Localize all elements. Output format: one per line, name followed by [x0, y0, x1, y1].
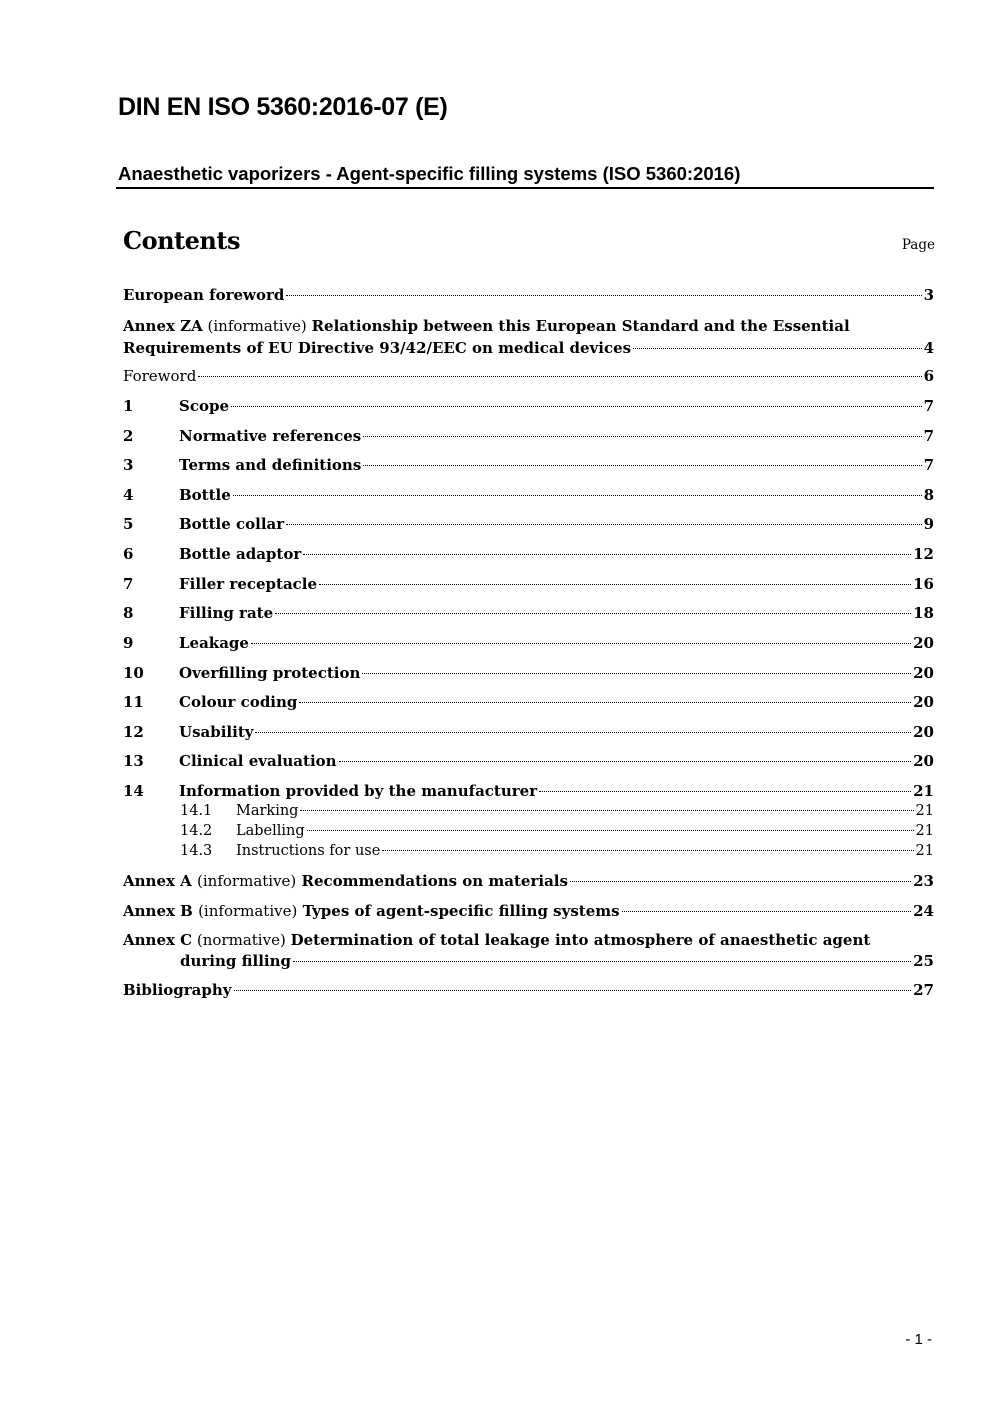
- dot-leader: [251, 643, 911, 644]
- toc-entry-annex-c-line1[interactable]: [123, 929, 870, 951]
- dot-leader: [231, 406, 922, 407]
- toc-entry-label: [123, 870, 568, 892]
- toc-entry-page: 6: [923, 367, 934, 385]
- dot-leader: [622, 911, 912, 912]
- annex-kind: (informative): [198, 902, 298, 920]
- clause-number: 11: [123, 693, 144, 711]
- toc-entry-page: 23: [913, 872, 934, 890]
- clause-page: 20: [913, 634, 934, 652]
- toc-entry-label: European foreword: [123, 286, 285, 304]
- toc-entry-clause[interactable]: [123, 543, 934, 565]
- clause-number: 5: [123, 515, 134, 533]
- toc-entry-clause[interactable]: [123, 454, 934, 476]
- toc-entry-page: 27: [913, 981, 934, 999]
- annex-title: Types of agent-specific filling systems: [302, 902, 620, 920]
- annex-title-line2: Requirements of EU Directive 93/42/EEC on medical devices: [123, 339, 632, 357]
- clause-label: Filling rate: [179, 604, 274, 622]
- clause-label: Overfilling protection: [179, 664, 361, 682]
- annex-title: Recommendations on materials: [301, 872, 568, 890]
- toc-entry-clause[interactable]: [123, 750, 934, 772]
- clause-label: Scope: [179, 397, 230, 415]
- dot-leader: [234, 990, 912, 991]
- dot-leader: [275, 613, 911, 614]
- clause-label: Usability: [179, 723, 254, 741]
- annex-prefix: Annex B: [123, 902, 193, 920]
- toc-entry-european-foreword[interactable]: [123, 284, 934, 306]
- annex-title-line1: Determination of total leakage into atmosphere of anaesthetic agent: [290, 931, 871, 949]
- dot-leader: [303, 554, 911, 555]
- annex-kind: (informative): [197, 872, 297, 890]
- toc-entry-annex-a[interactable]: [123, 870, 934, 892]
- toc-entry-clause[interactable]: [123, 602, 934, 624]
- clause-label: Colour coding: [179, 693, 298, 711]
- clause-label: Bottle collar: [179, 515, 285, 533]
- clause-number: 3: [123, 456, 134, 474]
- toc-entry-subclause[interactable]: [180, 821, 934, 841]
- clause-label: Bottle: [179, 486, 231, 504]
- clause-number: 9: [123, 634, 134, 652]
- dot-leader: [286, 295, 921, 296]
- toc-entry-subclause[interactable]: [180, 841, 934, 861]
- document-subtitle: Anaesthetic vaporizers - Agent-specific filling systems (ISO 5360:2016): [118, 163, 741, 184]
- clause-number: 14: [123, 782, 144, 800]
- toc-entry-clause[interactable]: [123, 395, 934, 417]
- toc-entry-label: [123, 900, 620, 922]
- dot-leader: [255, 732, 911, 733]
- clause-number: 4: [123, 486, 134, 504]
- clause-label: Leakage: [179, 634, 249, 652]
- clause-page: 12: [913, 545, 934, 563]
- toc-entry-clause[interactable]: [123, 632, 934, 654]
- clause-number: 10: [123, 664, 144, 682]
- subclause-page: 21: [915, 803, 934, 819]
- annex-kind: (informative): [207, 317, 307, 335]
- toc-entry-foreword[interactable]: [123, 365, 934, 387]
- page-column-label: Page: [901, 237, 935, 253]
- subclause-number: 14.3: [180, 843, 213, 859]
- dot-leader: [286, 524, 921, 525]
- toc-entry-clause[interactable]: [123, 721, 934, 743]
- toc-entry-annex-c-line2[interactable]: [180, 950, 934, 972]
- clause-page: 18: [913, 604, 934, 622]
- annex-prefix: Annex A: [123, 872, 192, 890]
- page-number: - 1 -: [905, 1331, 932, 1348]
- clause-label: Terms and definitions: [179, 456, 362, 474]
- toc-entry-clause[interactable]: [123, 691, 934, 713]
- toc-entry-clause[interactable]: [123, 425, 934, 447]
- dot-leader: [362, 673, 911, 674]
- toc-entry-annex-za-line2[interactable]: [123, 337, 934, 359]
- toc-entry-clause[interactable]: [123, 484, 934, 506]
- clause-label: Information provided by the manufacturer: [179, 782, 538, 800]
- contents-heading: Contents: [123, 226, 240, 255]
- clause-page: 21: [913, 782, 934, 800]
- clause-page: 7: [923, 397, 934, 415]
- toc-entry-page: 4: [923, 339, 934, 357]
- dot-leader: [633, 348, 921, 349]
- toc-entry-bibliography[interactable]: [123, 979, 934, 1001]
- document-id: DIN EN ISO 5360:2016-07 (E): [118, 93, 448, 121]
- clause-page: 16: [913, 575, 934, 593]
- toc-entry-page: 3: [923, 286, 934, 304]
- dot-leader: [363, 436, 921, 437]
- toc-entry-clause[interactable]: [123, 780, 934, 802]
- clause-number: 1: [123, 397, 134, 415]
- dot-leader: [300, 810, 913, 811]
- toc-entry-annex-za-line1[interactable]: [123, 315, 850, 337]
- clause-label: Normative references: [179, 427, 362, 445]
- dot-leader: [382, 850, 913, 851]
- toc-entry-page: 25: [913, 952, 934, 970]
- subclause-label: Instructions for use: [236, 843, 381, 859]
- subclause-page: 21: [915, 843, 934, 859]
- toc-entry-annex-b[interactable]: [123, 900, 934, 922]
- clause-page: 20: [913, 664, 934, 682]
- subclause-number: 14.2: [180, 823, 213, 839]
- toc-entry-label: Bibliography: [123, 981, 232, 999]
- toc-entry-clause[interactable]: [123, 662, 934, 684]
- dot-leader: [539, 791, 911, 792]
- annex-kind: (normative): [196, 931, 286, 949]
- clause-page: 7: [923, 427, 934, 445]
- dot-leader: [233, 495, 922, 496]
- clause-label: Bottle adaptor: [179, 545, 302, 563]
- clause-number: 6: [123, 545, 134, 563]
- toc-entry-clause[interactable]: [123, 513, 934, 535]
- clause-number: 13: [123, 752, 144, 770]
- subclause-label: Labelling: [236, 823, 305, 839]
- clause-label: Clinical evaluation: [179, 752, 337, 770]
- dot-leader: [570, 881, 911, 882]
- clause-page: 20: [913, 752, 934, 770]
- clause-number: 7: [123, 575, 134, 593]
- toc-entry-label: Foreword: [123, 367, 197, 385]
- clause-label: Filler receptacle: [179, 575, 318, 593]
- header-rule: [116, 187, 934, 189]
- clause-page: 20: [913, 723, 934, 741]
- toc-entry-page: 24: [913, 902, 934, 920]
- subclause-label: Marking: [236, 803, 299, 819]
- dot-leader: [339, 761, 912, 762]
- dot-leader: [307, 830, 914, 831]
- annex-title-line1: Relationship between this European Standard and the Essential: [311, 317, 850, 335]
- toc-entry-subclause[interactable]: [180, 801, 934, 821]
- annex-title-line2: during filling: [180, 952, 292, 970]
- clause-page: 9: [923, 515, 934, 533]
- dot-leader: [319, 584, 911, 585]
- annex-prefix: Annex ZA: [123, 317, 203, 335]
- clause-number: 12: [123, 723, 144, 741]
- clause-page: 20: [913, 693, 934, 711]
- dot-leader: [293, 961, 911, 962]
- subclause-page: 21: [915, 823, 934, 839]
- dot-leader: [299, 702, 911, 703]
- clause-number: 8: [123, 604, 134, 622]
- dot-leader: [363, 465, 921, 466]
- clause-page: 7: [923, 456, 934, 474]
- subclause-number: 14.1: [180, 803, 213, 819]
- clause-number: 2: [123, 427, 134, 445]
- dot-leader: [198, 376, 921, 377]
- toc-entry-clause[interactable]: [123, 573, 934, 595]
- clause-page: 8: [923, 486, 934, 504]
- annex-prefix: Annex C: [123, 931, 193, 949]
